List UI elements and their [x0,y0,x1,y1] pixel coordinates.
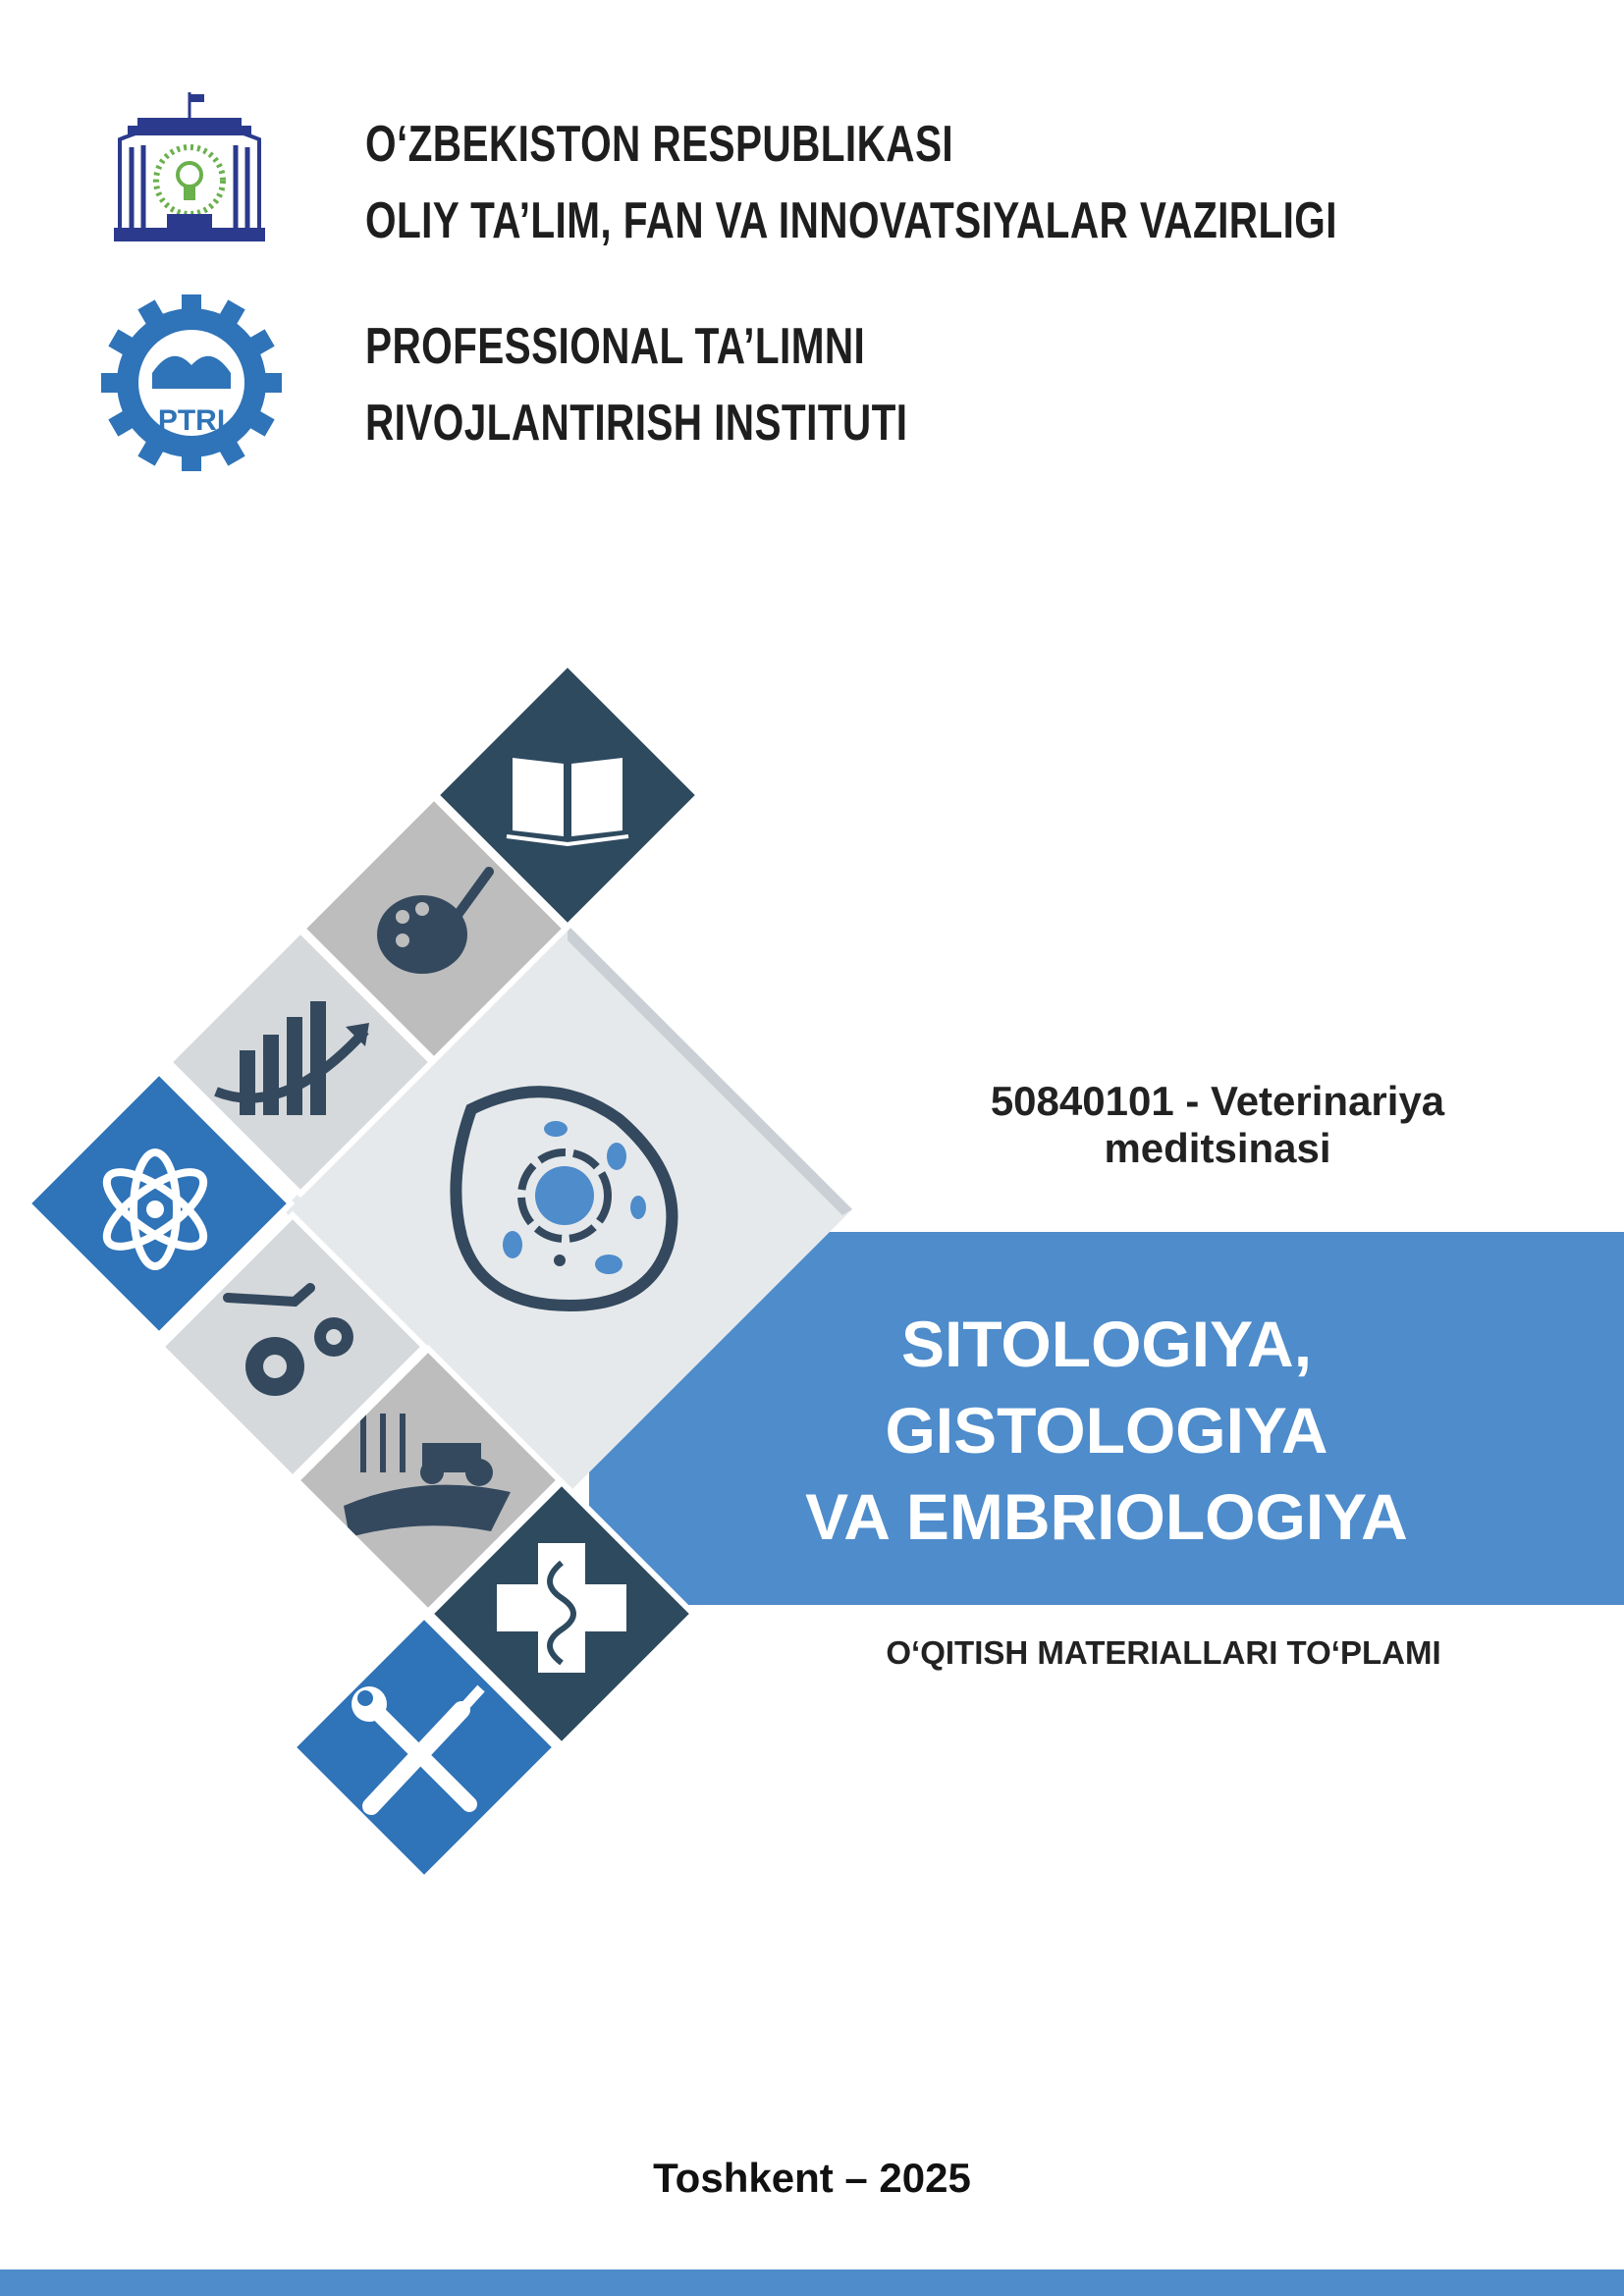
place-year: Toshkent – 2025 [653,2155,971,2201]
institute-line-2: RIVOJLANTIRISH INSTITUTI [365,395,908,452]
ministry-line-2: OLIY TA’LIM, FAN VA INNOVATSIYALAR VAZIRLIGI [365,192,1337,249]
specialty-line-2: meditsinasi [1104,1125,1331,1171]
ptri-logo [98,294,285,471]
ptri-logo-text: PTRI [157,404,226,437]
ministry-logo [110,90,269,247]
subject-title [589,1301,1624,1560]
materials-subtitle: O‘QITISH MATERIALLARI TO‘PLAMI [886,1634,1441,1671]
diamond-mosaic [0,628,884,1904]
institute-line-1: PROFESSIONAL TA’LIMNI [365,318,866,375]
title-line-3: VA EMBRIOLOGIYA [805,1480,1408,1553]
title-line-1: SITOLOGIYA, [900,1308,1313,1380]
bottom-bar [0,2269,1624,2296]
ministry-line-1: O‘ZBEKISTON RESPUBLIKASI [365,116,954,173]
specialty-code [884,1078,1551,1172]
specialty-line-1: 50840101 - Veterinariya [990,1078,1445,1124]
title-line-2: GISTOLOGIYA [885,1394,1328,1467]
